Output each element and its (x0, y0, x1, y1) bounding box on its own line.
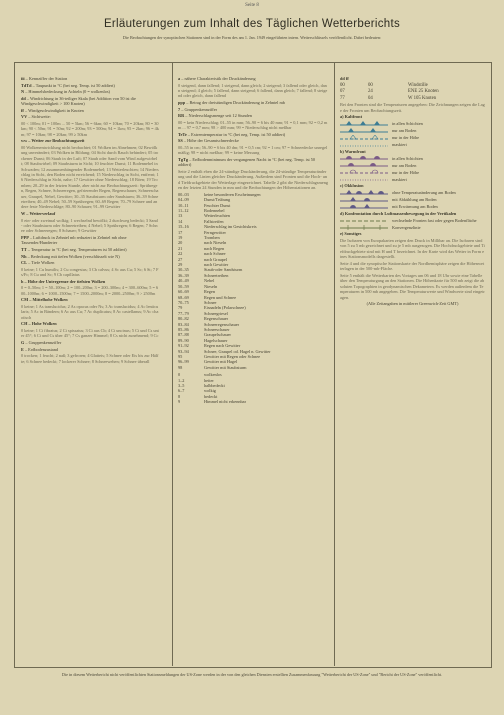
code-item: CL – Tiefe Wolken (21, 260, 55, 266)
table-row (178, 365, 328, 370)
paragraph: 00 Wolkenentwicklung nicht beobachtet; 01 Wolken im Abnehmen; 02 Bewölkung unverändert; 03 Wolken in Bildung; 04 Sicht durch Rauch behindert; 05 trockener Dunst; 06 Staub in der Luft; 07 Staub oder Sand vom Wind aufgewirbelt; 08 Staubwirbel; 09 Staubsturm in Sicht; 10 feuchter Dunst; 11 Bodennebel in Schwaden; 12 zusammenhängender Bodennebel; 13 Wetterleuchten; 14 Niederschlag in Sicht, den Boden nicht erreichend; 15 Niederschlag in Sicht, entfernt; 16 Niederschlag in Sicht, nahe; 17 Gewitter ohne Niederschlag; 18 Böen; 19 Tromben; 20–29 in der letzten Stunde, aber nicht zur Beobachtungszeit: Sprühregen, Regen, Schnee, Schneeregen, gefrierender Regen, Regenschauer, Schneeschauer, Graupel, Nebel, Gewitter; 30–35 Staubsturm oder Sandsturm; 36–39 Schneetreiben; 40–49 Nebel; 50–59 Sprühregen; 60–69 Regen; 70–79 Schnee und andere feste Niederschläge; 80–90 Schauer; 91–99 Gewitter (21, 144, 159, 210)
code-item: ppp – Betrag der dreistündigen Druckänderung in Zehntel mb (178, 100, 285, 105)
code-cell: 96–99 (178, 359, 189, 365)
code-cell: 14 (178, 218, 183, 224)
description-cell: Schneeregenschauer (204, 321, 240, 327)
code-item: a – nähere Charakteristik der Druckänderung (178, 76, 256, 81)
code-cell: 27 (178, 256, 183, 262)
section-heading: c) Okklusion (340, 183, 364, 189)
description-cell: Dunst/Trübung (204, 197, 231, 203)
code-cell: 70–75 (178, 299, 189, 305)
front-legend-item: maskiert (340, 142, 485, 148)
code-cell: 91–92 (178, 343, 189, 349)
code-cell: 98 (178, 364, 183, 370)
paragraph: 0 steigend, dann fallend; 1 steigend, dann gleich; 2 steigend; 3 fallend oder gleich, dann steigend; 4 gleich; 5 fallend, dann steigend; 6 fallend, dann gleich; 7 fallend; 8 steigend oder gleich, dann fallend (178, 82, 328, 99)
description-cell: Gewitter mit Hagel (204, 359, 238, 365)
time-note: (Alle Zeitangaben in mittlerer Greenwich-Zeit GMT) (366, 301, 459, 307)
front-legend-item: nur am Boden (340, 128, 485, 134)
warm-front-surface-icon (340, 162, 388, 168)
warm-front-icon (340, 155, 388, 161)
code-cell: 60–69 (178, 289, 189, 295)
code-item: SS – Höhe der Gesamtschneedecke (178, 138, 239, 144)
code-cell: 04–09 (178, 197, 189, 203)
convergence-line-icon (340, 224, 388, 230)
description-cell: Nebel (204, 278, 215, 284)
column-middle (178, 76, 328, 405)
column-divider (334, 62, 335, 666)
code-cell: 30–35 (178, 267, 189, 273)
column-right (340, 76, 485, 308)
description-cell: Regenschauer (204, 316, 229, 322)
page-title: Erläuterungen zum Inhalt des Täglichen Wetterberichts (103, 18, 401, 30)
description-cell: Niederschlag im Gesichtskreis (204, 224, 257, 230)
description-cell: Himmel nicht erkennbar (204, 399, 246, 405)
code-cell: 11–12 (178, 208, 189, 213)
description-cell: Wetterleuchten (204, 213, 230, 219)
code-item: RR – Niederschlagsmenge seit 12 Stunden (178, 113, 252, 119)
code-item: VV – Sichtweite: (21, 114, 51, 120)
code-cell: 36–39 (178, 272, 189, 278)
occlusion-warm-icon (340, 204, 388, 210)
description-cell: Gewitter mit Regen oder Schnee (204, 353, 261, 359)
code-cell: 95 (178, 353, 183, 359)
wind-header: dd ff (340, 76, 349, 81)
code-cell: 19 (178, 235, 183, 241)
cold-front-icon (340, 121, 388, 127)
code-cell: 77–79 (178, 310, 189, 316)
warm-front-masked-icon (340, 176, 388, 182)
description-cell: Schnee, Graupel od. Hagel n. Gewitter (204, 348, 271, 354)
code-item: G – Gruppenkennziffer (21, 340, 62, 345)
description-cell: nach Graupel (204, 256, 228, 262)
section-heading: CM – Mittelhohe Wolken (21, 297, 68, 303)
code-cell: 8 (178, 393, 181, 399)
paragraph: 0 ein- oder zweimal wolkig; 1 wechselnd bewölkt; 2 durchweg bedeckt; 3 Sand- oder Staubsturm oder Schneetreiben; 4 Nebel; 5 Sprühregen; 6 Regen; 7 Schnee oder Schneeregen; 8 Schauer; 9 Gewitter (21, 217, 158, 234)
description-cell: halbbedeckt (204, 383, 225, 388)
paragraph: 0 = 0–50m; 1 = 50–100m; 2 = 100–200m; 3 = 200–300m; 4 = 300–600m; 5 = 600–1000m; 6 = 1000–1500m; 7 = 1500–2000m; 8 = 2000–2500m; 9 > 2500m (21, 285, 159, 296)
cold-front-upper-icon (340, 135, 388, 141)
code-cell: 50–59 (178, 283, 189, 289)
paragraph: 00–55 in cm; 56–90 = 6 bis 40 dm; 91 = 0,5 cm; 92 = 1 cm; 97 = Schneedecke unregelmäßig; 98 = nicht meßbar; 99 = keine Messung (178, 144, 328, 156)
description-cell: keine besonderen Erscheinungen (204, 191, 261, 197)
description-cell: heiter (204, 377, 214, 383)
description-cell: Graupelschauer (204, 332, 231, 338)
paragraph: Seite 5 enthält die Wetterkarten des Vortages um 06 und 18 Uhr sowie eine Tabelle über den Temperaturgang an den Stationen. Die Höhenkarte für 500 mb zeigt die absoluten Topographien in geodynamischen Dekametern. Es werden außerdem die Temperaturen in 500 mb angegeben. Die Temperaturwerte und Windwerte sind eingetragen. (340, 272, 485, 300)
paragraph: 00 < 100m; 01 = 100m ... 50 = 5km; 56 = 6km; 60 = 10km; 70 = 20km; 80 = 30km; 90 < 50m; 91 = 50m; 92 = 200m; 93 = 500m; 94 = 1km; 95 = 2km; 96 = 4km; 97 = 10km; 98 = 20km; 99 ≥ 50km (21, 120, 159, 137)
code-cell: 29 (178, 262, 183, 268)
column-divider (172, 62, 173, 666)
code-cell: 20 (178, 240, 183, 246)
paragraph: Seite 2 enthält eben die 24-stündige Druckänderung, die 24-stündige Temperaturänderung und die Linien gleicher Druckänderung. Außerdem sind Fronten und die Hoch- und Tiefdruckgebiete der Wetterlage eingezeichnet. Tabelle 2 gibt die Niederschlagsmengen der letzten 24 Stunden in mm und die Beobachtungen der Höhenstationen an. (178, 168, 329, 191)
front-legend-item: mit Erwärmung am Boden (340, 204, 485, 210)
code-cell: 1–2 (178, 377, 185, 383)
code-cell: 68–69 (178, 294, 189, 300)
code-cell: 80–82 (178, 316, 189, 322)
code-cell: 0 (178, 372, 181, 378)
paragraph: 00 = kein Niederschlag; 01–55 in mm; 56–90 = 6 bis 40 mm; 91 = 0,1 mm; 92 = 0,2 mm ... 97 = 0,7 mm; 98 > 400 mm; 99 = Niederschlag nicht meßbar (178, 119, 328, 131)
front-legend-item: nur am Boden (340, 162, 485, 168)
wind-example-row: 77 04 W 105 Knoten (340, 95, 437, 101)
description-cell: nach Schnee (204, 251, 226, 257)
code-item: TgTg – Erdbodenminimum der vergangenen Nacht in °C (bei neg. Temp. ist 50 addiert) (178, 156, 316, 168)
front-legend-item: maskiert (340, 176, 485, 182)
code-cell: 00–03 (178, 191, 189, 197)
paragraph: 0 keine; 1 Cu humilis; 2 Cu congestus; 3 Cb calvus; 4 Sc aus Cu; 5 Sc; 6 St; 7 Fs/Fc; 8 Cu und Sc; 9 Cb capillatus (21, 266, 159, 278)
description-cell: Tromben (204, 235, 220, 241)
front-legend-item: Konvergenzlinie (340, 224, 485, 230)
description-cell: Ferngewitter (204, 229, 226, 235)
code-item: ff – Windgeschwindigkeit in Knoten (21, 107, 84, 113)
front-legend-item: in allen Schichten (340, 155, 485, 161)
section-heading: a) Kaltfront (340, 114, 362, 120)
description-cell: Fallstreifen (204, 218, 224, 224)
description-cell: Bodennebel (204, 208, 225, 213)
description-cell: Schneetreiben (204, 272, 229, 278)
column-left (21, 76, 159, 365)
description-cell: Regen (204, 289, 215, 295)
code-item: 7 – Gruppenkennziffer (178, 106, 218, 112)
description-cell: wolkig (204, 388, 216, 394)
description-cell: nach Nieseln (204, 240, 227, 246)
front-legend-item: nur in der Höhe (340, 169, 485, 175)
description-cell: bedeckt (204, 393, 218, 399)
front-legend-item: in allen Schichten (340, 121, 485, 127)
description-cell: Staub-oder Sandsturm (204, 267, 243, 273)
code-item: iii – Kennziffer der Station (21, 76, 68, 81)
front-legend-item: wechselnde Fronten fast oder gegen Bodenfläche (340, 217, 485, 223)
code-cell: 10–11 (178, 202, 189, 208)
paragraph: Seite 4 und die synoptische Stationskarte der Nordhemisphäre zeigen die Höhenwetterlagen in der 500-mb-Fläche. (340, 260, 485, 272)
section-heading: h – Höhe der Untergrenze der tiefsten Wolken (21, 278, 106, 284)
code-cell: 93–94 (178, 348, 189, 354)
code-item: TeTe – Extremtemperatur in °C (bei neg. Temp. ist 50 addiert) (178, 131, 286, 137)
alternating-front-icon (340, 217, 388, 223)
cloud-cover-table (178, 372, 328, 404)
description-cell: Regen und Schnee (204, 294, 236, 300)
code-item: E – Erdbodenzustand (21, 346, 59, 352)
description-cell: Schneeschauer (204, 326, 230, 332)
description-cell: nach Gewitter (204, 262, 229, 268)
paragraph: 0 trocken; 1 feucht; 2 naß; 3 gefroren; 4 Glatteis; 5 Schnee oder Eis bis zur Hälfte; 6 Schnee bedeckt; 7 lockerer Schnee; 8 Schneewehen; 9 Schnee überall (21, 353, 159, 364)
paragraph: 0 keine; 1 Ci fibratus; 2 Ci spissatus; 3 Ci aus Cb; 4 Ci uncinus; 5 Ci und Cs unter 45°; 6 Ci und Cs über 45°; 7 Cs ganzer Himmel; 8 Cs nicht zunehmend; 9 Cc (21, 328, 159, 339)
code-item: TdTd – Taupunkt in °C (bei neg. Temp. ist 50 addiert) (21, 82, 115, 88)
cold-front-masked-icon (340, 142, 388, 148)
section-heading: W – Wetterverlauf (21, 211, 56, 217)
description-cell: Eisnadeln (Polarschnee) (204, 305, 246, 311)
warm-front-upper-icon (340, 169, 388, 175)
paragraph: Die Isobaren von Europakarten zeigen den Druck in Millibar an. Die Isobaren sind von 5 zu 5 mb gezeichnet und zu je 5 mb ausgezogen. Die Hochdruckgebiete und Tiefdruckgebiete sind mit H und T bezeichnet. In der Karte wird das Wetter in Form eines Stationsmodells dargestellt. (340, 238, 485, 260)
code-item: Nh – Bedeckung mit tiefen Wolken (verschlüsselt wie N) (21, 253, 120, 259)
section-heading: e) Sonstiges (340, 231, 362, 237)
code-item: TT – Temperatur in °C (bei neg. Temperaturen ist 50 addiert) (21, 247, 127, 253)
front-legend-item: ohne Temperaturänderung am Boden (340, 190, 485, 196)
description-cell: Nieseln (204, 283, 218, 289)
description-cell: nach Regen (204, 245, 225, 251)
code-item: N – Himmelsbedeckung in Achteln (0 = wolkenlos) (21, 89, 110, 95)
code-cell: 22 (178, 251, 183, 257)
table-row (178, 399, 328, 404)
front-legend-item: nur in der Höhe (340, 135, 485, 141)
description-cell: wolkenlos (204, 372, 222, 378)
description-cell: Feuchter Dunst (204, 202, 231, 208)
code-cell: 15–16 (178, 224, 189, 230)
code-cell: 17 (178, 229, 183, 235)
description-cell: Regen nach Gewitter (204, 343, 241, 349)
description-cell: Schnee (204, 299, 217, 305)
section-heading: ww – Wetter zur Beobachtungszeit (21, 138, 85, 144)
code-cell: 21 (178, 245, 183, 251)
occlusion-cold-icon (340, 197, 388, 203)
code-item: dd – Windrichtung in 36-teiliger Skala (bei Addition von 50 ist die Windgeschwindigkeit > 100 Knoten) (21, 95, 136, 107)
weather-code-table (178, 192, 328, 370)
code-cell: 83–84 (178, 321, 189, 327)
wind-example-row: 00 00 Windstille (340, 82, 428, 88)
section-heading: b) Warmfront (340, 148, 366, 154)
description-cell: Gewitter mit Staubsturm (204, 364, 247, 370)
code-cell: 79 (178, 305, 183, 311)
paragraph: 0 keine; 1 As translucidus; 2 As opacus oder Ns; 3 Ac translucidus; 4 Ac lenticularis; 5 Ac in Bändern; 6 Ac aus Cu; 7 Ac duplicatus; 8 Ac castellanus; 9 Ac chaotisch (21, 304, 159, 320)
code-cell: 3–5 (178, 383, 185, 388)
cold-front-surface-icon (340, 128, 388, 134)
occlusion-icon (340, 190, 388, 196)
page-number: Seite 8 (245, 3, 259, 8)
wind-example-row: 07 24 ENE 25 Knoten (340, 89, 439, 95)
code-cell: 13 (178, 213, 183, 219)
code-cell: 89–90 (178, 337, 189, 343)
description-cell: Schneegriesel (204, 310, 228, 316)
section-heading: d) Konfrontation durch Luftmassenbewegung in der Vertikalen (340, 210, 457, 216)
code-item: PPP – Luftdruck in Zehntel mb reduziert in Zehntel mb ohne Tausender/Hunderter (21, 235, 127, 246)
section-heading: CH – Hohe Wolken (21, 321, 57, 327)
code-cell: 85–86 (178, 326, 189, 332)
page-subtitle: Die Beobachtungen der synoptischen Stationen sind in der Form des am 1. Jan. 1949 eingeführten intern. Wetterschlüssels veröffentlicht. Dabei bedeuten: (122, 35, 382, 40)
paragraph: Bei den Fronten sind die Temperaturen angegeben: Die Zeichnungen zeigen die Lage der Fronten um Beobachtungszeit. (340, 102, 485, 113)
code-cell: 9 (178, 399, 181, 405)
front-legend-item: mit Abkühlung am Boden (340, 197, 485, 203)
description-cell: Hagelschauer (204, 337, 228, 343)
footer-note: Die in diesem Wetterbericht nicht veröffentlichten Stationsmeldungen der US-Zone werden in der von den gleichen Diensten erstellten Zusammenfassung "Wetterbericht der US-Zone" und "Bericht der US-Zone" veröffentlicht. (61, 672, 443, 677)
code-cell: 6–7 (178, 388, 185, 394)
code-cell: 87–88 (178, 332, 189, 338)
code-cell: 40–49 (178, 278, 189, 284)
